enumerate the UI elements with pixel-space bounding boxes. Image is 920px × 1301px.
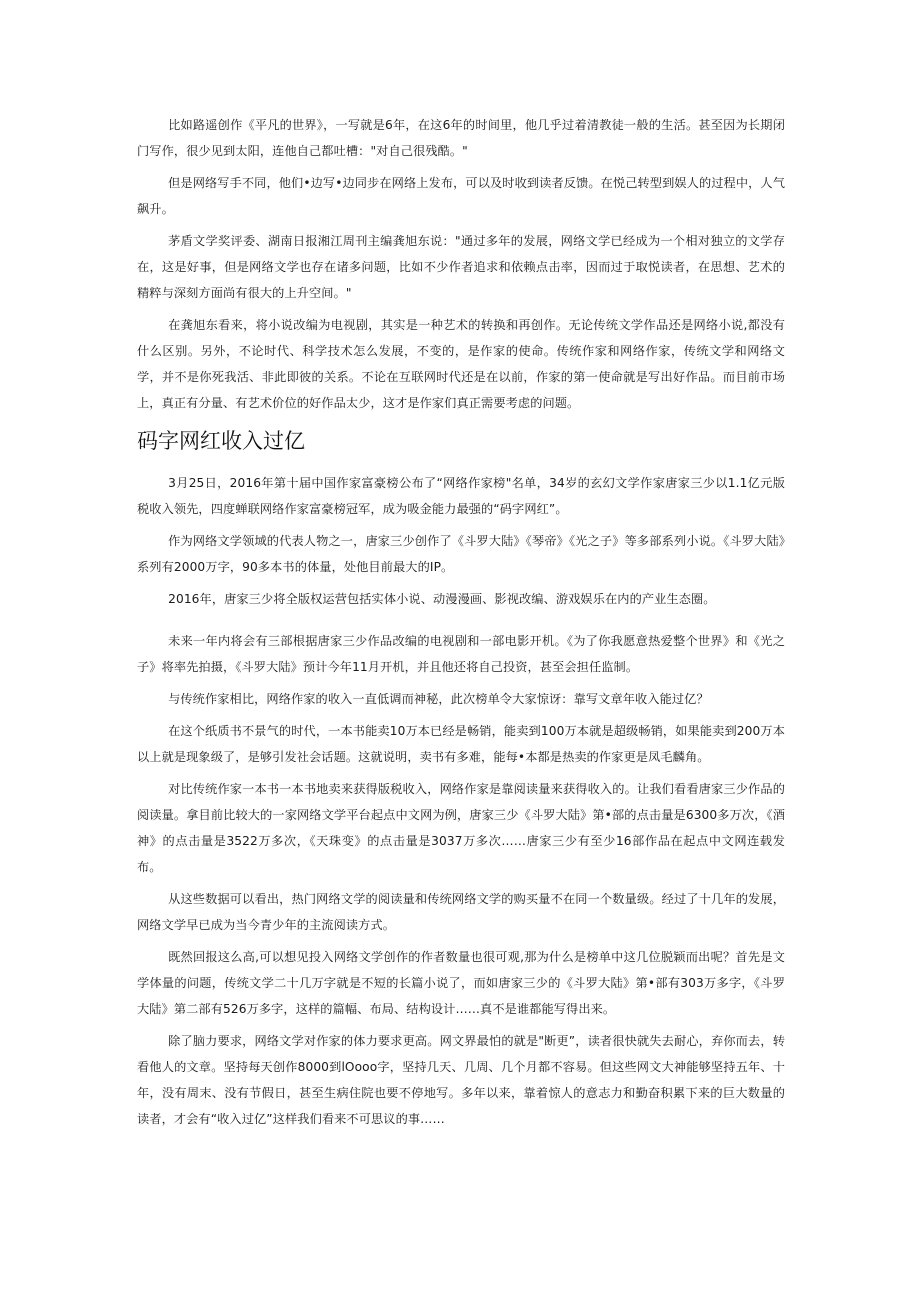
paragraph-1: 比如路遥创作《平凡的世界》，一写就是6年，在这6年的时间里，他几乎过着清教徒一般的生活。甚至因为长期闭门写作，很少见到太阳，连他自己都吐槽："对自己很残酷。" bbox=[137, 118, 785, 158]
paragraph-12: 从这些数据可以看出，热门网络文学的阅读量和传统网络文学的购买量不在同一个数量级。经过了十几年的发展，网络文学早已成为当今青少年的主流阅读方式。 bbox=[137, 892, 785, 932]
paragraph-9: 与传统作家相比，网络作家的收入一直低调而神秘，此次榜单令大家惊讶：靠写文章年收入能过亿？ bbox=[168, 692, 709, 706]
paragraph-5: 3月25日，2016年第十届中国作家富豪榜公布了“网络作家榜"名单，34岁的玄幻文学作家唐家三少以1.1亿元版税收入领先，四度蝉联网络作家富豪榜冠军，成为吸金能力最强的“码字网红”。 bbox=[137, 476, 785, 516]
paragraph-2: 但是网络写手不同，他们•边写•边同步在网络上发布，可以及时收到读者反馈。在悦己转型到娱人的过程中，人气飙升。 bbox=[137, 176, 785, 216]
paragraph-10: 在这个纸质书不景气的时代，一本书能卖10万本已经是畅销，能卖到100万本就是超级畅销，如果能卖到200万本以上就是现象级了，是够引发社会话题。这就说明，卖书有多难，能每•本都是热卖的作家更是凤毛麟角。 bbox=[137, 724, 785, 764]
paragraph-7: 2016年，唐家三少将全版权运营包括实体小说、动漫漫画、影视改编、游戏娱乐在内的产业生态圈。 bbox=[168, 592, 716, 606]
paragraph-8: 未来一年内将会有三部根据唐家三少作品改编的电视剧和一部电影开机。《为了你我愿意热爱整个世界》和《光之子》将率先拍摄，《斗罗大陆》预计今年11月开机，并且他还将自己投资，甚至会担任监制。 bbox=[137, 634, 785, 674]
section-heading: 码字网红收入过亿 bbox=[137, 429, 305, 453]
paragraph-11: 对比传统作家一本书一本书地卖来获得版税收入，网络作家是靠阅读量来获得收入的。让我们看看唐家三少作品的阅读量。拿目前比较大的一家网络文学平台起点中文网为例，唐家三少《斗罗大陆》第•部的点击量是6300多万次，《酒神》的点击量是3522万多次，《天珠变》的点击量是3037万多次……唐家三少有至少16部作品在起点中文网连载发布。 bbox=[137, 782, 785, 874]
paragraph-14: 除了脑力要求，网络文学对作家的体力要求更高。网文界最怕的就是"断更”，读者很快就失去耐心，弃你而去，转看他人的文章。坚持每天创作8000到lOooo字，坚持几天、几周、几个月都不容易。但这些网文大神能够坚持五年、十年，没有周末、没有节假日，甚至生病住院也要不停地写。多年以来，靠着惊人的意志力和勤奋积累下来的巨大数量的读者，才会有“收入过亿”这样我们看来不可思议的事…… bbox=[137, 1034, 785, 1126]
paragraph-4: 在龚旭东看来，将小说改编为电视剧，其实是一种艺术的转换和再创作。无论传统文学作品还是网络小说,都没有什么区别。另外，不论时代、科学技术怎么发展，不变的，是作家的使命。传统作家和网络作家，传统文学和网络文学，并不是你死我活、非此即彼的关系。不论在互联网时代还是在以前，作家的第一使命就是写出好作品。而目前市场上，真正有分量、有艺术价位的好作品太少，这才是作家们真正需要考虑的问题。 bbox=[137, 318, 785, 410]
paragraph-3: 茅盾文学奖评委、湖南日报湘江周刊主编龚旭东说："通过多年的发展，网络文学已经成为一个相对独立的文学存在，这是好事，但是网络文学也存在诸多问题，比如不少作者追求和依赖点击率，因而过于取悦读者，在思想、艺术的精粹与深刻方面尚有很大的上升空间。" bbox=[137, 234, 785, 300]
document-page bbox=[137, 112, 785, 1132]
paragraph-13: 既然回报这么高,可以想见投入网络文学创作的作者数量也很可观,那为什么是榜单中这几位脱颖而出呢？首先是文学体量的问题，传统文学二十几万字就是不短的长篇小说了，而如唐家三少的《斗罗大陆》第•部有303万多字，《斗罗大陆》第二部有526万多字，这样的篇幅、布局、结构设计……真不是谁都能写得出来。 bbox=[137, 950, 785, 1016]
paragraph-6: 作为网络文学领域的代表人物之一，唐家三少创作了《斗罗大陆》《琴帝》《光之子》等多部系列小说。《斗罗大陆》系列有2000万字，90多本书的体量，处他目前最大的IP。 bbox=[137, 534, 785, 574]
